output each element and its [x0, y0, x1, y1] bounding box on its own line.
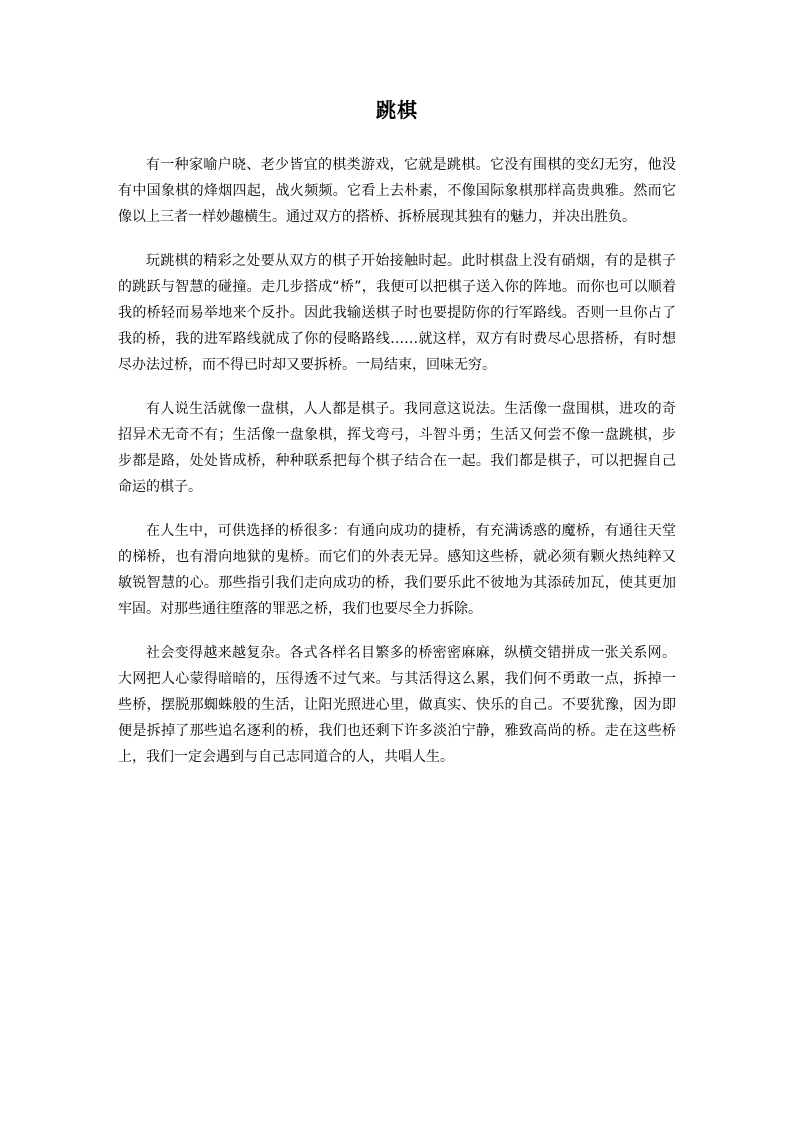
document-title: 跳棋 [376, 98, 418, 122]
document-body [118, 152, 676, 788]
paragraph-4: 在人生中，可供选择的桥很多：有通向成功的捷桥，有充满诱惑的魔桥，有通往天堂的梯桥，也有滑向地狱的鬼桥。而它们的外表无异。感知这些桥，就必须有颗火热纯粹又敏锐智慧的心。那些指引我们走向成功的桥，我们要乐此不彼地为其添砖加瓦，使其更加牢固。对那些通往堕落的罪恶之桥，我们也要尽全力拆除。 [118, 523, 676, 617]
paragraph-3: 有人说生活就像一盘棋，人人都是棋子。我同意这说法。生活像一盘围棋，进攻的奇招异术无奇不有；生活像一盘象棋，挥戈弯弓，斗智斗勇；生活又何尝不像一盘跳棋，步步都是路，处处皆成桥，种种联系把每个棋子结合在一起。我们都是棋子，可以把握自己命运的棋子。 [118, 401, 676, 495]
paragraph-1: 有一种家喻户晓、老少皆宜的棋类游戏，它就是跳棋。它没有围棋的变幻无穷，他没有中国象棋的烽烟四起，战火频频。它看上去朴素，不像国际象棋那样高贵典雅。然而它像以上三者一样妙趣横生。通过双方的搭桥、拆桥展现其独有的魅力，并决出胜负。 [118, 157, 676, 225]
paragraph-5: 社会变得越来越复杂。各式各样名目繁多的桥密密麻麻，纵横交错拼成一张关系网。大网把人心蒙得暗暗的，压得透不过气来。与其活得这么累，我们何不勇敢一点，拆掉一些桥，摆脱那蜘蛛般的生活，让阳光照进心里，做真实、快乐的自己。不要犹豫，因为即便是拆掉了那些追名逐利的桥，我们也还剩下许多淡泊宁静，雅致高尚的桥。走在这些桥上，我们一定会遇到与自己志同道合的人，共唱人生。 [118, 645, 676, 765]
paragraph-2: 玩跳棋的精彩之处要从双方的棋子开始接触时起。此时棋盘上没有硝烟，有的是棋子的跳跃与智慧的碰撞。走几步搭成“桥”，我便可以把棋子送入你的阵地。而你也可以顺着我的桥轻而易举地来个反扑。因此我输送棋子时也要提防你的行军路线。否则一旦你占了我的桥，我的进军路线就成了你的侵略路线……就这样，双方有时费尽心思搭桥，有时想尽办法过桥，而不得已时却又要拆桥。一局结束，回味无穷。 [118, 253, 676, 373]
